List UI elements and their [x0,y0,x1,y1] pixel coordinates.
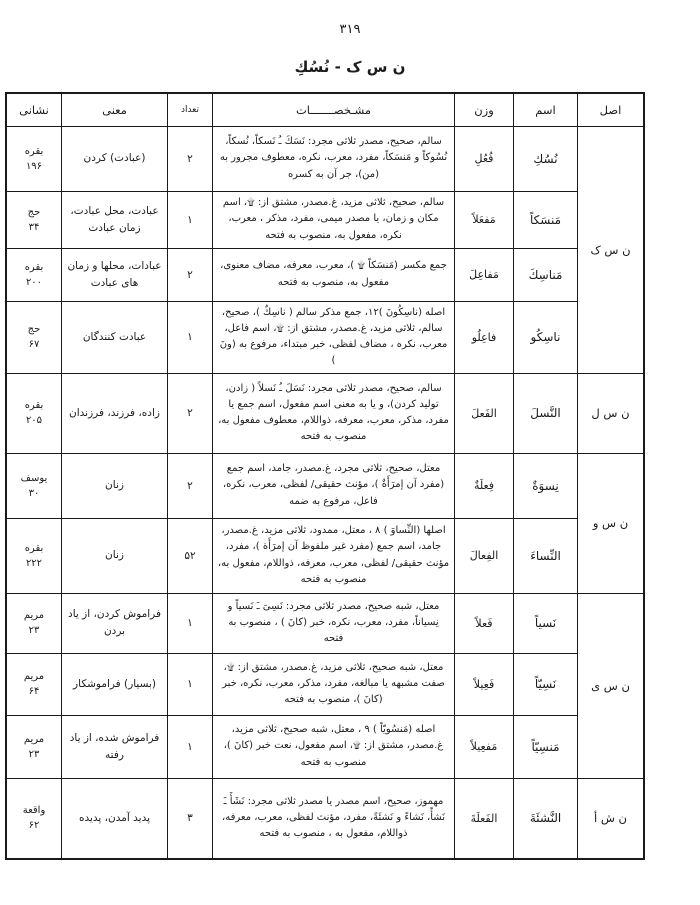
reference-sura: حج [27,206,41,218]
table-header [6,93,644,126]
reference-sura: مریم [23,671,45,682]
cell-root: ن س ل [578,373,645,453]
cell-specifications: اصله (ناسِكُونَ )۱۲، جمع مذكر سالم ( ناسِكٌ )، صحیح، سالم، ثلاثی مزید، غ.مصدر، مشتق از: ۩، اسم فاعل، معرب، نكره ، مضاف لفظی، خبر مبتداء، مرفوع به (ونَ ) [213,301,455,373]
reference-sura: بقره [24,145,44,157]
table-row [6,778,644,859]
cell-count: ۲ [168,126,213,191]
table-row [6,518,644,593]
cell-count: ۲ [168,453,213,518]
cell-reference [6,778,62,859]
table-header-row [6,93,644,126]
table-body [6,126,644,859]
reference-sura: یوسف [20,472,48,484]
table-row [6,126,644,191]
column-header-mani: معنی [62,93,168,126]
cell-word: مَناسِكَ [514,248,578,301]
cell-pattern: الفِعالَ [455,518,514,593]
column-header-asl: اصل [578,93,645,126]
cell-root: ن ش أ [578,778,645,859]
cell-specifications: معتل، صحیح، ثلاثی مجرد، غ.مصدر، جامد، اسم جمع (مفرد آن إمرَأَةٌ )، مؤنث حقیقی/ لفظی، معرب، نكره، فاعل، مرفوع به ضمه [213,453,455,518]
cell-meaning: عبادت كنندگان [62,301,168,373]
cell-count: ۱ [168,653,213,715]
cell-specifications: سالم، صحیح، ثلاثی مزید، غ.مصدر، مشتق از: ۩، اسم مكان و زمان، یا مصدر میمی، مفرد، مذكر ، معرب، نكره، مفعول به، منصوب به فتحه [213,191,455,248]
cell-specifications: معتل، شبه صحیح، ثلاثی مزید، غ.مصدر، مشتق از: ۩، صفت مشبهه یا مبالغه، مفرد، مذكر، معرب، نكره، خبر (كانَ )، منصوب به فتحه [213,653,455,715]
cell-specifications: اصلها (النِّساوَ ) ۸ ، معتل، ممدود، ثلاثی مزید، غ.مصدر، جامد، اسم جمع (مفرد غیر ملفوظ آن إمرَأَة )، مفرد، مؤنث حقیقی/ لفظی، معرب، معرفه، ذواللام، مفعول به، منصوب به فتحه [213,518,455,593]
cell-reference [6,453,62,518]
reference-sura: بقره [24,542,44,554]
reference-aya: ۲۲۲ [25,557,43,569]
cell-reference [6,248,62,301]
table-row [6,653,644,715]
cell-pattern: مَفعِیلاً [455,715,514,778]
cell-meaning: (بسیار) فراموشكار [62,653,168,715]
cell-specifications: سالم، صحیح، مصدر ثلاثی مجرد: نَسَلَ ـُ نَسلاً ( زادن، تولید كردن)، و یا به معنی اسم مفعول، اسم جمع یا مفرد، مذكر، معرب، معرفه، ذواللام، معطوف مفعول به، منصوب به فتحه [213,373,455,453]
cell-count: ۱ [168,191,213,248]
reference-aya: ۲۳ [28,625,40,636]
page-number: ۳۱۹ [339,22,361,37]
cell-specifications: مهموز، صحیح، اسم مصدر یا مصدر ثلاثی مجرد: نَشَأَ ـَ نَشأً، نَشاءً و نَشئَةً، مفرد، مؤنث لفظی، معرب، معرفه، ذواللام، مفعول به ، منصوب به فتحه [213,778,455,859]
cell-count: ۲ [168,373,213,453]
cell-reference [6,373,62,453]
cell-word: ناسِكُو [514,301,578,373]
cell-meaning: زنان [62,518,168,593]
cell-meaning: زاده، فرزند، فرزندان [62,373,168,453]
cell-count: ۱ [168,301,213,373]
column-header-tedad: تعداد [168,93,213,126]
column-header-neshani: نشانی [6,93,62,126]
reference-sura: مریم [23,733,45,745]
reference-aya: ۶۲ [28,820,40,832]
cell-count: ۳ [168,778,213,859]
table-row [6,301,644,373]
table-row [6,593,644,653]
cell-word: نُسُكِ [514,126,578,191]
page-title: ن س ک - نُسُكِ [294,58,406,76]
cell-count: ۱ [168,593,213,653]
reference-aya: ۳۰ [28,487,40,499]
table-row [6,453,644,518]
cell-root: ن س و [578,453,645,593]
cell-pattern: مَفعَلاً [455,191,514,248]
reference-aya: ۶۷ [28,339,40,350]
cell-meaning: پدید آمدن، پدیده [62,778,168,859]
cell-pattern: مَفاعِلَ [455,248,514,301]
cell-word: النَّسلَ [514,373,578,453]
reference-sura: بقره [24,261,44,273]
table-row [6,373,644,453]
cell-word: نَسِیّاً [514,653,578,715]
cell-specifications: معتل، شبه صحیح، مصدر ثلاثی مجرد: نَسِیَ ـَ نَسیاً و نِسیاناً، مفرد، معرب، نكره، خبر (كانَ ) ، منصوب به فتحه [213,593,455,653]
table-row [6,715,644,778]
cell-specifications: اصله (مَنسُویّاً ) ۹ ، معتل، شبه صحیح، ثلاثی مزید، غ.مصدر، مشتق از: ۩، اسم مفعول، نعت خبر (كانَ )، منصوب به فتحه [213,715,455,778]
reference-aya: ۶۴ [28,686,40,697]
reference-aya: ۱۹۶ [25,160,43,172]
reference-aya: ۳۴ [28,221,40,233]
cell-meaning: عبادات، محلها و زمان های عبادت [62,248,168,301]
cell-root: ن س ی [578,593,645,778]
cell-meaning: فراموش شده، از یاد رفته [62,715,168,778]
cell-word: مَنسَكاً [514,191,578,248]
reference-sura: واقعة [22,805,46,817]
cell-pattern: فُعُلِ [455,126,514,191]
table-row [6,191,644,248]
column-header-ism: اسم [514,93,578,126]
reference-sura: مریم [23,610,45,621]
cell-meaning: زنان [62,453,168,518]
cell-word: نِسوَةٌ [514,453,578,518]
cell-specifications: جمع مكسر (مَنسَكاً ۩ )، معرب، معرفه، مضاف معنوی، مفعول به، منصوب به فتحه [213,248,455,301]
cell-reference [6,593,62,653]
cell-word: النَّشئَةَ [514,778,578,859]
cell-reference [6,715,62,778]
morphology-table [5,92,645,860]
cell-pattern: فاعِلُو [455,301,514,373]
reference-aya: ۲۰۰ [25,276,43,288]
cell-meaning: (عبادت) كردن [62,126,168,191]
cell-reference [6,126,62,191]
cell-reference [6,191,62,248]
reference-aya: ۲۳ [28,748,40,760]
cell-meaning: فراموش كردن، از یاد بردن [62,593,168,653]
cell-count: ۱ [168,715,213,778]
cell-reference [6,301,62,373]
cell-reference [6,518,62,593]
cell-pattern: الفَعلَ [455,373,514,453]
cell-pattern: فِعلَةٌ [455,453,514,518]
column-header-wazn: وزن [455,93,514,126]
cell-word: مَنسِیّاً [514,715,578,778]
cell-count: ۵۲ [168,518,213,593]
cell-word: نَسیاً [514,593,578,653]
cell-pattern: الفَعلَةَ [455,778,514,859]
cell-specifications: سالم، صحیح، مصدر ثلاثی مجرد: نَسَكَ ـُ نَسكاً، نُسكاً، نُسُوكاً و مَنسَكاً، مفرد، معرب، نكره، معطوف مجرور به (من)، جر آن به كسره [213,126,455,191]
reference-sura: بقره [24,400,44,411]
column-header-moshakhasat: مشـخصـــــــات [213,93,455,126]
reference-sura: حج [27,324,41,335]
cell-pattern: فَعِیلاً [455,653,514,715]
table-row [6,248,644,301]
cell-count: ۲ [168,248,213,301]
cell-word: النِّساءَ [514,518,578,593]
cell-root: ن س ک [578,126,645,373]
cell-meaning: عبادت، محل عبادت، زمان عبادت [62,191,168,248]
cell-reference [6,653,62,715]
reference-aya: ۲۰۵ [25,415,43,426]
cell-pattern: فَعلاً [455,593,514,653]
